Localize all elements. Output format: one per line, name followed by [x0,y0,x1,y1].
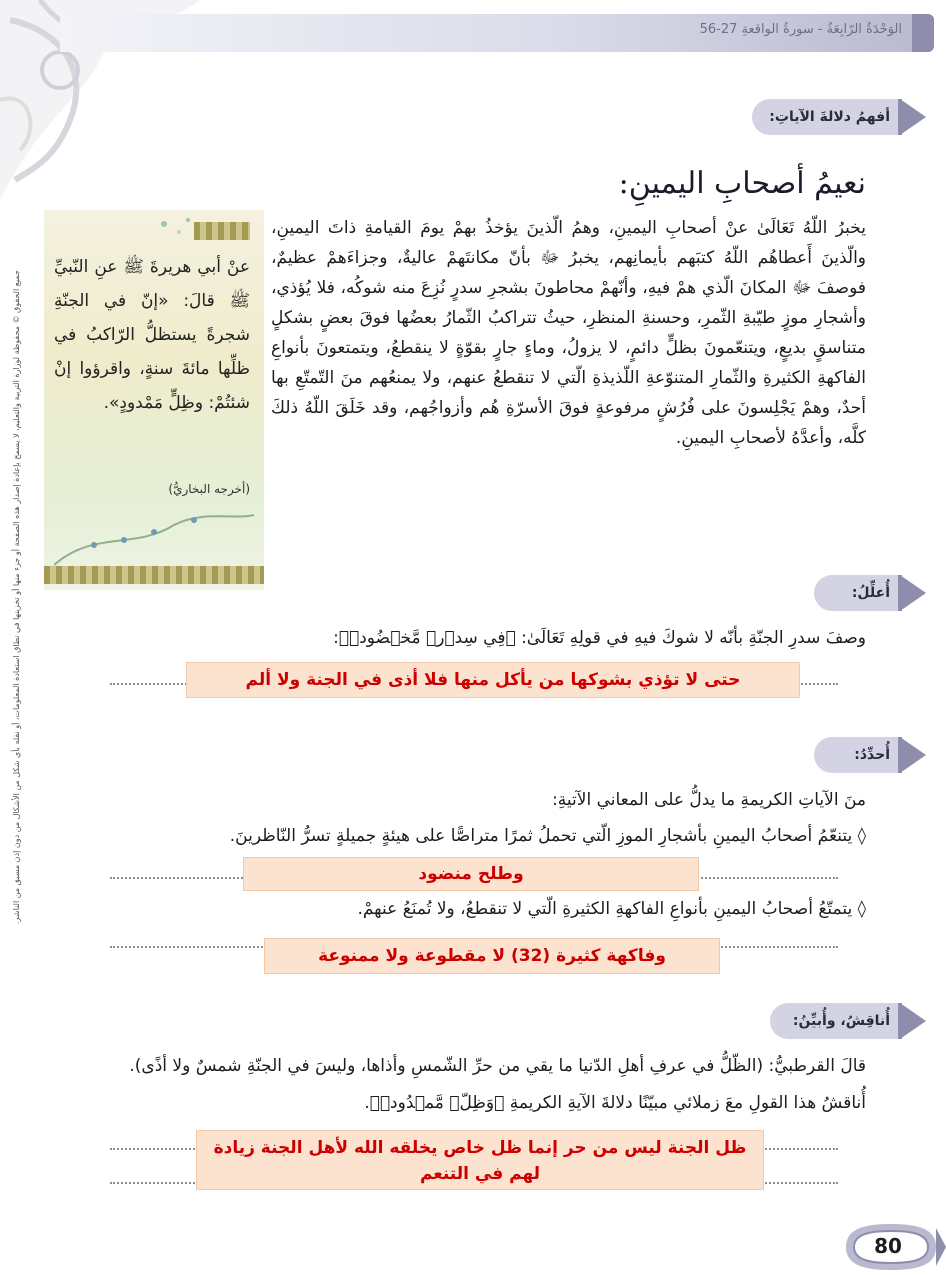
discuss-answer-line-2: لهم في التنعم [419,1164,541,1184]
section-tab-explain: أُعلِّلُ: [814,575,900,611]
hadith-source: (أخرجه البخاريُّ) [168,482,250,496]
identify-item-2-prompt: ◊ يتمتّعُ أصحابُ اليمينِ بأنواعِ الفاكهةِ الكثيرةِ الّتي لا تنقطعُ، ولا تُمنَعُ عنهمْ. [357,899,866,919]
ornament-band-bottom [44,566,264,584]
discuss-answer-line-1: ظل الجنة ليس من حر إنما ظل خاص يخلقه الله لأهل الجنة زيادة [213,1138,747,1158]
identify-item-2-answer: وفاكهة كثيرة (32) لا مقطوعة ولا ممنوعة [264,938,720,974]
discuss-quote: قالَ القرطبيُّ: (الظّلُّ في عرفِ أهلِ الدّنيا ما يقي من حرِّ الشّمسِ وأذاها، وليسَ في الجنّةِ شمسٌ ولا أذًى). [129,1056,866,1076]
identify-intro: منَ الآياتِ الكريمةِ ما يدلُّ على المعاني الآتيةِ: [552,790,866,810]
section-tab-understand: أفهمُ دلالةَ الآياتِ: [752,99,900,135]
flower-icon [154,214,194,244]
identify-item-1-answer: وطلح منضود [243,857,699,891]
vine-decoration-icon [54,510,254,570]
running-title: الوَحْدَةُ الرّابِعَةُ - سورةُ الواقعةِ 27-56 [699,22,902,37]
lesson-title: نعيمُ أصحابِ اليمينِ: [618,166,866,201]
explain-question: وصفَ سدرِ الجنّةِ بأنّه لا شوكَ فيهِ في قولِهِ تَعَالَىٰ: ﴿فِي سِدۡرٖ مَّخۡضُودٖ﴾: [333,628,866,648]
hadith-box [44,210,264,590]
copyright-notice: جميع الحقوق © محفوظة لوزارة التربية والتعليم، لا يسمح بإعادة إصدار هذه الصفحة أو جزء منها أو تخزينها في نطاق استعادة المعلومات، أو نقله بأي شكل من الأشكال من دون إذن مسبق من الناشر. [12,270,21,924]
section-tab-identify: أُحدِّدُ: [814,737,900,773]
explain-answer: حتى لا تؤذي بشوكها من يأكل منها فلا أذى في الجنة ولا ألم [186,662,800,698]
ornament-band-top [194,222,250,240]
page-number: 80 [874,1234,902,1258]
lesson-body: يخبرُ اللّهُ تَعَالَىٰ عنْ أصحابِ اليمينِ، وهمُ الّذينَ يؤخذُ بهمْ يومَ القيامةِ ذاتَ اليمينِ، والّذينَ أَعطاهُم اللّهُ كتبَهم بأيمانِهم، يخبرُ ﷻ بأنّ مكانتَهمْ عاليةٌ، وجزاءَهمْ عظيمٌ، فوصفَ ﷻ المكانَ الّذي همْ فيهِ، وأنّهمْ محاطونَ بشجرِ سدرٍ نُزِعَ منه شوكُه، فلا يُؤذي، وأشجارِ موزٍ طيّبةِ الثّمرِ، وحسنةِ المنظرِ، حيثُ تتراكبُ الثّمارُ بعضُها فوقَ بعضٍ بشكلٍ متناسقٍ بديعٍ، ويتنعّمونَ بظلٍّ دائمٍ، لا يزولُ، وماءٍ جارٍ بقوّةٍ لا ينقطعُ، ويتمتعونَ بأنواعِ الفاكهةِ الكثيرةِ والثّمارِ المتنوّعةِ اللّذيذةِ الّتي لا تنقطعُ عنهم، ولا يمنعُهم منَ التّمتّعِ بها أحدٌ، وهمْ يَجْلِسونَ على فُرُشٍ مرفوعةٍ فوقَ الأسرّةِ هُم وأزواجُهم، وقد خَلَقَ اللّهُ ذلكَ كلَّه، وأعدَّهُ لأصحابِ اليمينِ. [271,218,866,448]
section-tab-discuss: أُناقِشُ، وأُبيِّنُ: [770,1003,900,1039]
identify-item-1-prompt: ◊ يتنعّمُ أصحابُ اليمينِ بأشجارِ الموزِ الّتي تحملُ ثمرًا متراصًّا على هيئةٍ جميلةٍ تسرُّ النّاظرينَ. [229,826,866,846]
header-tab [912,14,934,52]
hadith-text: عنْ أبي هريرةَ ﷺ عنِ النّبيِّ ﷺ قالَ: «إنّ في الجنّةِ شجرةً يستظلُّ الرّاكبُ في ظلِّها مائةَ سنةٍ، واقرؤوا إنْ شئتُمْ: وظِلٍّ مَمْدودٍ». [54,257,250,413]
discuss-prompt: أُناقشُ هذا القولِ معَ زملائي مبيّنًا دلالةَ الآيةِ الكريمةِ ﴿وَظِلّٖ مَّمۡدُودٖ﴾. [364,1093,866,1113]
discuss-answer [196,1130,764,1190]
